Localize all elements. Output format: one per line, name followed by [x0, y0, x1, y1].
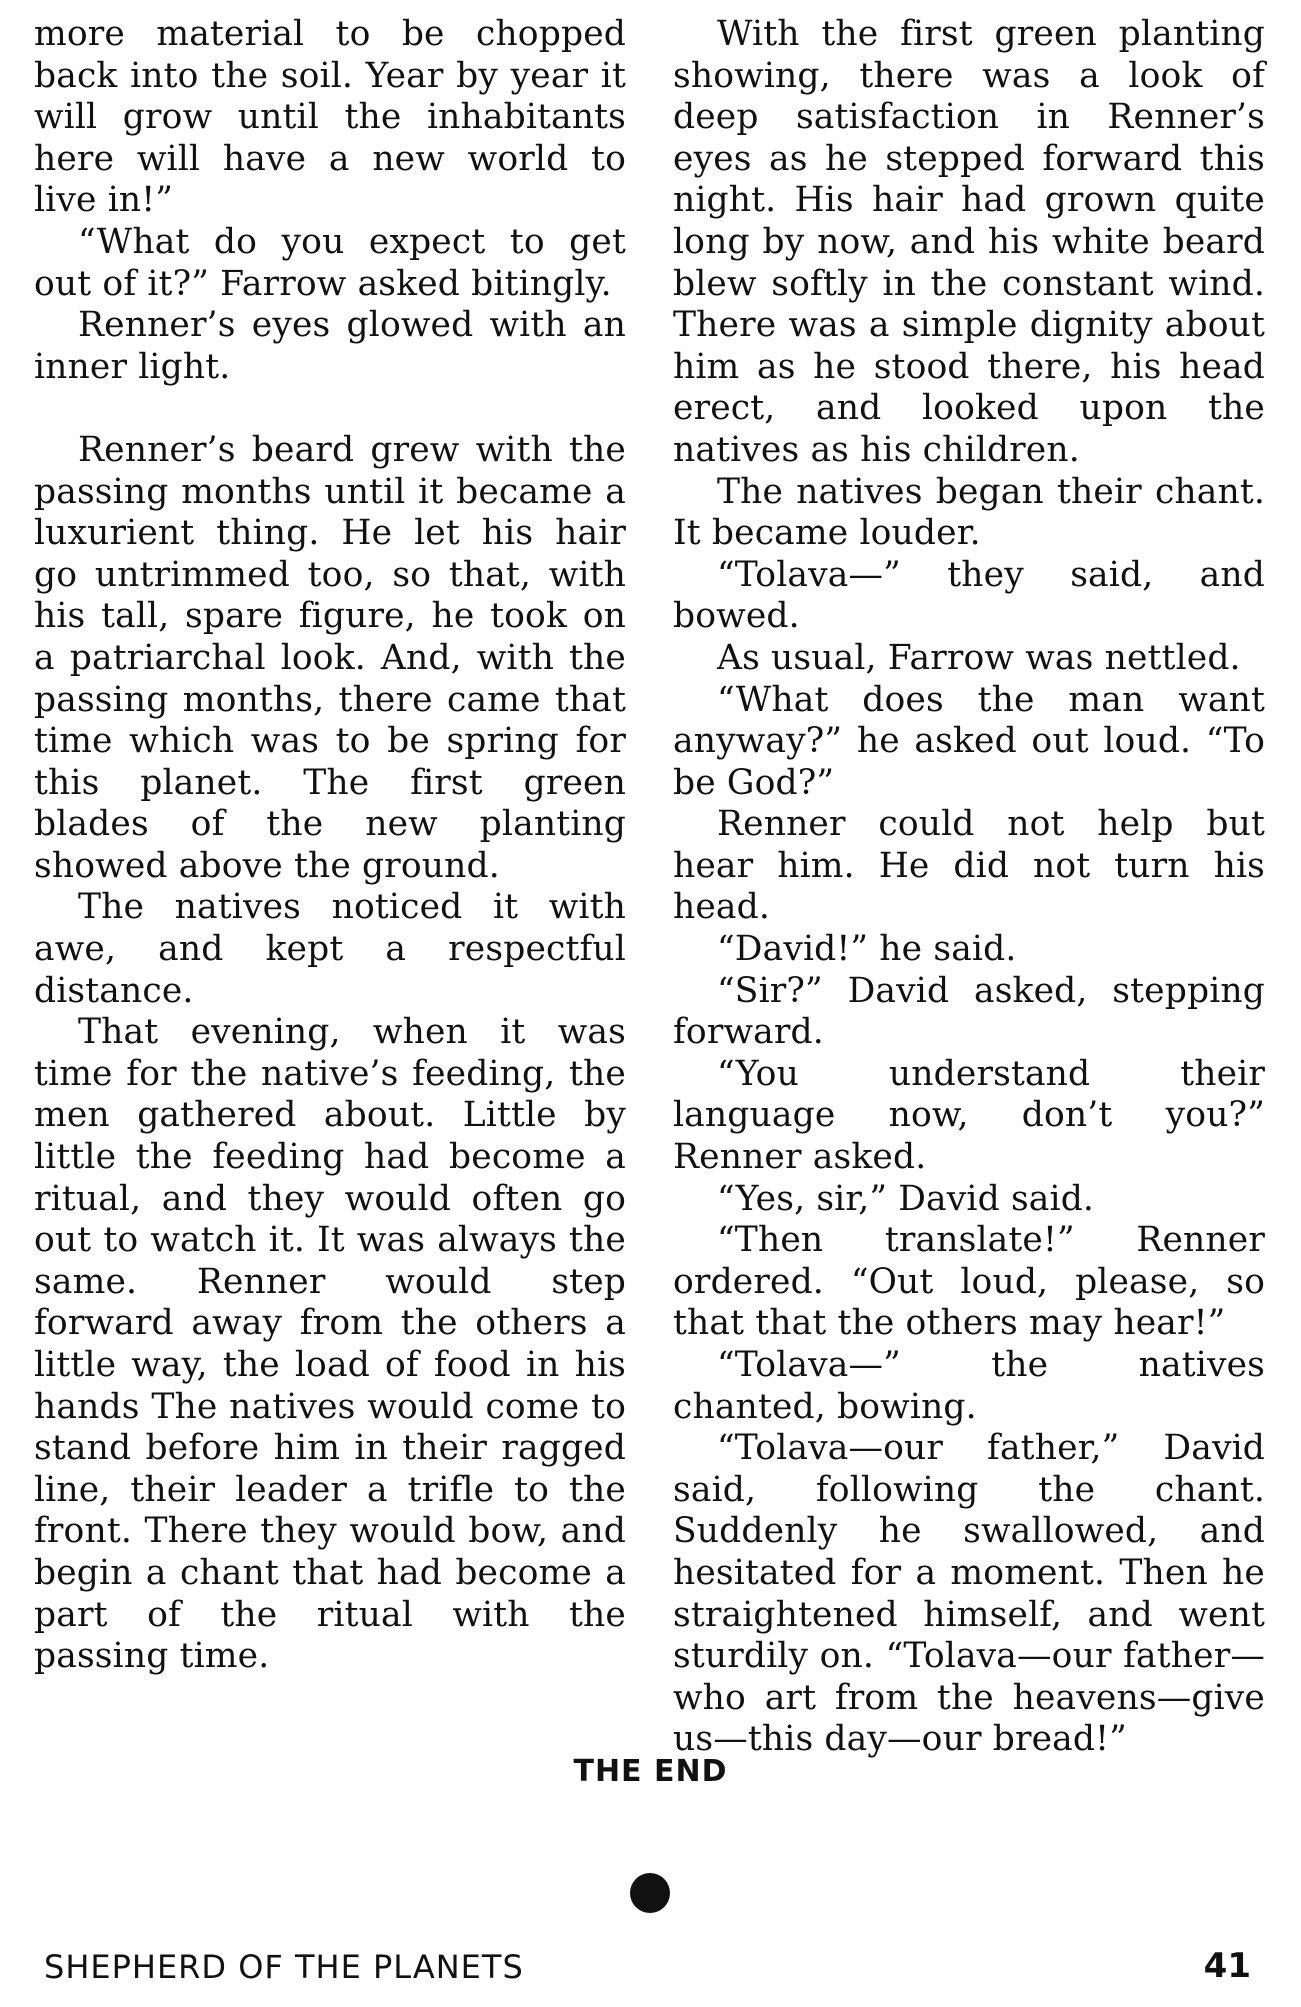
left-column	[34, 14, 626, 1678]
paragraph: As usual, Farrow was nettled.	[717, 637, 1241, 678]
paragraph: “David!” he said.	[717, 929, 1017, 970]
running-footer-title: SHEPHERD OF THE PLANETS	[44, 1948, 524, 1986]
paragraph: “Sir?” David asked, stepping forward.	[673, 970, 1265, 1053]
paragraph: “You understand their language now, don’t you?” Renner asked.	[673, 1053, 1265, 1178]
paragraph: The natives began their chant. It became louder.	[673, 471, 1265, 554]
paragraph: “Tolava—our father,” David said, following the chant. Suddenly he swallowed, and hesitated for a moment. Then he straightened himself, and went sturdily on. “Tolava—our father—who art from the heavens—give us—this day—our bread!”	[673, 1428, 1265, 1760]
paragraph: Renner’s beard grew with the passing months until it became a luxurient thing. He let his hair go untrimmed too, so that, with his tall, spare figure, he took on a patriarchal look. And, with the passing months, there came that time which was to be spring for this planet. The first green blades of the new planting showed above the ground.	[34, 429, 626, 886]
the-end-marker: THE END	[573, 1754, 728, 1789]
page-number: 41	[1203, 1946, 1251, 1986]
paragraph: Renner could not help but hear him. He did not turn his head.	[673, 804, 1265, 928]
paragraph: The natives noticed it with awe, and kept a respectful distance.	[34, 887, 626, 1011]
paragraph: “Yes, sir,” David said.	[717, 1178, 1095, 1219]
paragraph: “What do you expect to get out of it?” Farrow asked bitingly.	[34, 221, 626, 304]
paragraph: That evening, when it was time for the native’s feeding, the men gathered about. Little by little the feeding had become a ritual, and they would often go out to watch it. It was always the same. Renner would step forward away from the others a little way, the load of food in his hands The natives would come to stand before him in their ragged line, their leader a trifle to the front. There they would bow, and begin a chant that had become a part of the ritual with the passing time.	[34, 1012, 626, 1677]
paragraph: Renner’s eyes glowed with an inner light.	[34, 305, 626, 387]
right-column	[673, 14, 1265, 1761]
paragraph: “Tolava—” they said, and bowed.	[673, 554, 1265, 637]
paragraph: more material to be chopped back into the soil. Year by year it will grow until the inhabitants here will have a new world to live in!”	[34, 14, 626, 221]
paragraph: “What does the man want anyway?” he asked out loud. “To be God?”	[673, 679, 1265, 803]
paragraph: With the first green planting showing, there was a look of deep satisfaction in Renner’s eyes as he stepped forward this night. His hair had grown quite long by now, and his white beard blew softly in the constant wind. There was a simple dignity about him as he stood there, his head erect, and looked upon the natives as his children.	[673, 14, 1265, 470]
paragraph: “Then translate!” Renner ordered. “Out loud, please, so that that the others may hear!”	[673, 1220, 1265, 1344]
paragraph: “Tolava—” the natives chanted, bowing.	[673, 1345, 1265, 1427]
end-bullet-icon	[630, 1873, 670, 1913]
